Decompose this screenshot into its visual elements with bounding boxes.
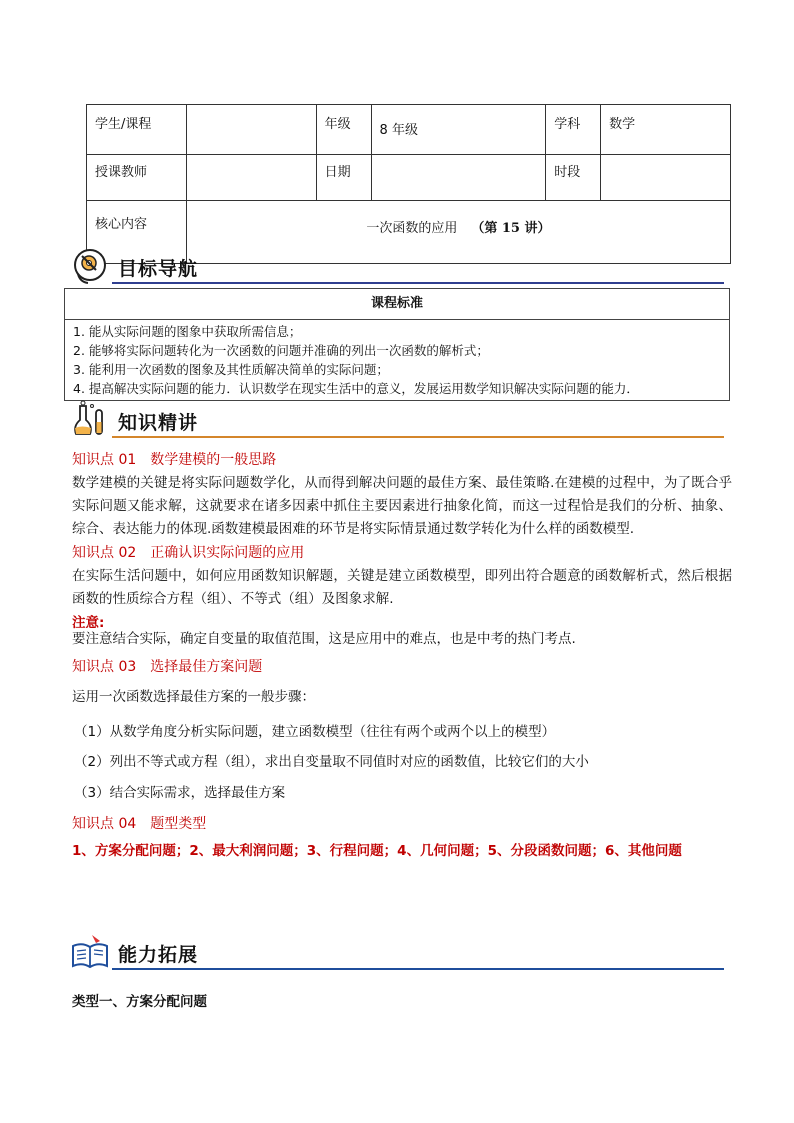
lab-flask-icon	[70, 400, 110, 440]
standard-item: 2. 能够将实际问题转化为一次函数的问题并准确的列出一次函数的解析式；	[73, 343, 489, 358]
goals-section-title: 目标导航	[118, 258, 199, 280]
ability-section-header	[70, 932, 724, 972]
teacher-value	[186, 155, 316, 201]
core-label: 核心内容	[87, 201, 187, 264]
knowledge-point-02-heading: 知识点 02 正确认识实际问题的应用	[72, 545, 305, 561]
note-label: 注意:	[72, 615, 105, 631]
grade-label: 年级	[316, 105, 371, 155]
standard-title: 课程标准	[65, 289, 729, 320]
knowledge-point-04-heading: 知识点 04 题型类型	[72, 816, 207, 832]
ability-section-rule	[112, 968, 724, 970]
knowledge-section-rule	[112, 436, 724, 438]
open-book-icon	[70, 932, 110, 972]
standard-item: 1. 能从实际问题的图象中获取所需信息；	[73, 324, 302, 339]
step-item: （2）列出不等式或方程（组），求出自变量取不同值时对应的函数值，比较它们的大小	[74, 754, 589, 770]
standard-item: 4. 提高解决实际问题的能力．认识数学在现实生活中的意义，发展运用数学知识解决实际问题的能力．	[73, 381, 639, 396]
date-label: 日期	[316, 155, 371, 201]
head-gear-icon	[70, 246, 110, 286]
student-course-label: 学生/课程	[87, 105, 187, 155]
standard-item: 3. 能利用一次函数的图象及其性质解决简单的实际问题；	[73, 362, 389, 377]
standard-list	[65, 320, 729, 400]
knowledge-point-03-heading: 知识点 03 选择最佳方案问题	[72, 659, 263, 675]
problem-types: 1、方案分配问题；2、最大利润问题；3、行程问题；4、几何问题；5、分段函数问题；6、其他问题	[72, 843, 682, 859]
course-info-table	[86, 104, 731, 264]
goals-section-rule	[112, 282, 724, 284]
note-text: 要注意结合实际，确定自变量的取值范围，这是应用中的难点，也是中考的热门考点.	[72, 631, 576, 647]
knowledge-point-03-intro: 运用一次函数选择最佳方案的一般步骤：	[72, 689, 315, 705]
step-item: （1）从数学角度分析实际问题，建立函数模型（往往有两个或两个以上的模型）	[74, 724, 556, 740]
course-standard-table	[64, 288, 730, 401]
knowledge-section-title: 知识精讲	[118, 412, 199, 434]
knowledge-point-01-text: 数学建模的关键是将实际问题数学化，从而得到解决问题的最佳方案、最佳策略.在建模的过程中，为了既合乎实际问题又能求解，这就要求在诸多因素中抓住主要因素进行抽象化简，而这一过程恰是我们的分析、抽象、综合、表达能力的体现.函数建模最困难的环节是将实际情景通过数学转化为什么样的函数模型.	[72, 475, 732, 537]
subject-label: 学科	[546, 105, 601, 155]
grade-value: 8 年级	[371, 105, 546, 155]
knowledge-section-header	[70, 400, 724, 440]
period-value	[601, 155, 731, 201]
ability-section-title: 能力拓展	[118, 944, 199, 966]
subject-value: 数学	[601, 105, 731, 155]
knowledge-point-02-text: 在实际生活问题中，如何应用函数知识解题，关键是建立函数模型，即列出符合题意的函数解析式，然后根据函数的性质综合方程（组）、不等式（组）及图象求解.	[72, 568, 732, 607]
step-item: （3）结合实际需求，选择最佳方案	[74, 785, 286, 801]
teacher-label: 授课教师	[87, 155, 187, 201]
period-label: 时段	[546, 155, 601, 201]
core-topic: 一次函数的应用 （第 15 讲）	[186, 201, 730, 264]
type-one-heading: 类型一、方案分配问题	[72, 994, 207, 1010]
date-value	[371, 155, 546, 201]
knowledge-point-01-heading: 知识点 01 数学建模的一般思路	[72, 452, 277, 468]
goals-section-header	[70, 246, 724, 286]
student-course-value	[186, 105, 316, 155]
